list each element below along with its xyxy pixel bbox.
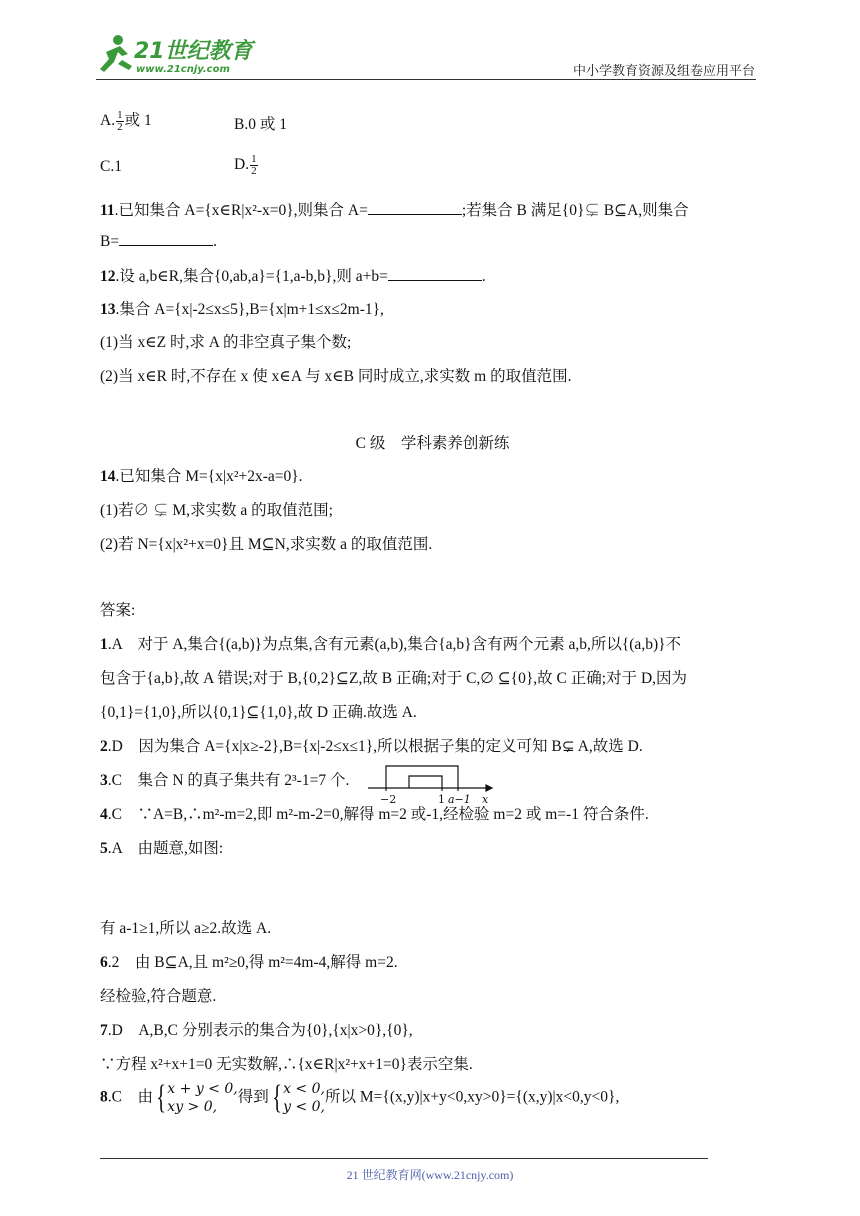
question-13-part1: (1)当 x∈Z 时,求 A 的非空真子集个数; xyxy=(100,334,352,351)
tick-label-a-minus-1: a−1 xyxy=(448,793,471,806)
question-11-line2: B= . xyxy=(100,233,217,250)
answer-6: 6.2 由 B⊆A,且 m²≥0,得 m²=4m-4,解得 m=2. xyxy=(100,954,398,971)
q10-option-b: B.0 或 1 xyxy=(234,116,287,133)
answers-heading: 答案: xyxy=(100,602,136,619)
question-12: 12.设 a,b∈R,集合{0,ab,a}={1,a-b,b},则 a+b= . xyxy=(100,268,486,285)
answer-1-line1: 1.A 对于 A,集合{(a,b)}为点集,含有元素(a,b),集合{a,b}含有两个元素 a,b,所以{(a,b)}不 xyxy=(100,636,682,653)
answer-6-check: 经检验,符合题意. xyxy=(100,988,217,1005)
answer-7: 7.D A,B,C 分别表示的集合为{0},{x|x>0},{0}, xyxy=(100,1022,413,1039)
answer-blank xyxy=(368,200,462,215)
section-title: C 级 学科素养创新练 xyxy=(355,435,510,452)
number-line-figure xyxy=(268,754,498,810)
answer-5-conclusion: 有 a-1≥1,所以 a≥2.故选 A. xyxy=(100,920,272,937)
logo-subtitle: www.21cnjy.com xyxy=(136,64,230,75)
question-14-part2: (2)若 N={x|x²+x=0}且 M⊆N,求实数 a 的取值范围. xyxy=(100,536,433,553)
answer-blank xyxy=(119,231,213,246)
page-header xyxy=(0,0,860,84)
fraction: $\frac{1}{2}$ xyxy=(117,108,123,133)
set-a-bracket xyxy=(386,766,458,788)
answer-blank xyxy=(388,266,482,281)
header-platform-text: 中小学教育资源及组卷应用平台 xyxy=(572,64,755,79)
question-13: 13.集合 A={x|-2≤x≤5},B={x|m+1≤x≤2m-1}, xyxy=(100,301,384,318)
logo-title: 21世纪教育 xyxy=(134,39,253,64)
answer-7-line2: ∵方程 x²+x+1=0 无实数解,∴{x∈R|x²+x+1=0}表示空集. xyxy=(100,1056,473,1073)
question-11-line1: 11.已知集合 A={x∈R|x²-x=0},则集合 A= ;若集合 B 满足{0}⊊ B⊆A,则集合 xyxy=(100,202,689,219)
answer-5: 5.A 由题意,如图: xyxy=(100,840,224,857)
q10-option-a: A. $\frac{1}{2}$ 或 1 xyxy=(100,108,152,133)
set-b-bracket xyxy=(409,776,442,788)
equation-system: { x < 0, y < 0, xyxy=(272,1079,325,1116)
answer-2: 2.D 因为集合 A={x|x≥-2},B={x|-2≤x≤1},所以根据子集的定义可知 B⊊ A,故选 D. xyxy=(100,738,643,755)
site-logo xyxy=(96,32,266,76)
tick-label-neg2: −2 xyxy=(380,793,397,806)
tick-label-1: 1 xyxy=(438,793,445,806)
q10-option-c: C.1 xyxy=(100,158,122,175)
equation-system: { x + y < 0, xy > 0, xyxy=(156,1079,238,1116)
answer-3: 3.C 集合 N 的真子集共有 2³-1=7 个. xyxy=(100,772,350,789)
question-14: 14.已知集合 M={x|x²+2x-a=0}. xyxy=(100,468,303,485)
q10-option-d: D. $\frac{1}{2}$ xyxy=(234,153,257,177)
header-divider xyxy=(96,79,756,80)
answer-4: 4.C ∵A=B,∴m²-m=2,即 m²-m-2=0,解得 m=2 或-1,经检验 m=2 或 m=-1 符合条件. xyxy=(100,806,649,823)
axis-label-x: x xyxy=(482,793,489,806)
question-13-part2: (2)当 x∈R 时,不存在 x 使 x∈A 与 x∈B 同时成立,求实数 m 的取值范围. xyxy=(100,368,572,385)
answer-8: 8.C 由 { x + y < 0, xy > 0, 得到 { x < 0, y < 0, 所以 M={(x,y)|x+y<0,xy>0}={(x,y)|x<0,y<0}, xyxy=(100,1079,620,1116)
axis-arrow xyxy=(486,785,492,791)
footer-text: 21 世纪教育网(www.21cnjy.com) xyxy=(346,1168,514,1182)
fraction: $\frac{1}{2}$ xyxy=(251,153,257,177)
footer-divider xyxy=(100,1158,708,1159)
question-14-part1: (1)若∅ ⊊ M,求实数 a 的取值范围; xyxy=(100,502,333,519)
answer-1-line3: {0,1}={1,0},所以{0,1}⊆{1,0},故 D 正确.故选 A. xyxy=(100,704,417,721)
answer-1-line2: 包含于{a,b},故 A 错误;对于 B,{0,2}⊆Z,故 B 正确;对于 C,∅ ⊆{0},故 C 正确;对于 D,因为 xyxy=(100,670,688,687)
